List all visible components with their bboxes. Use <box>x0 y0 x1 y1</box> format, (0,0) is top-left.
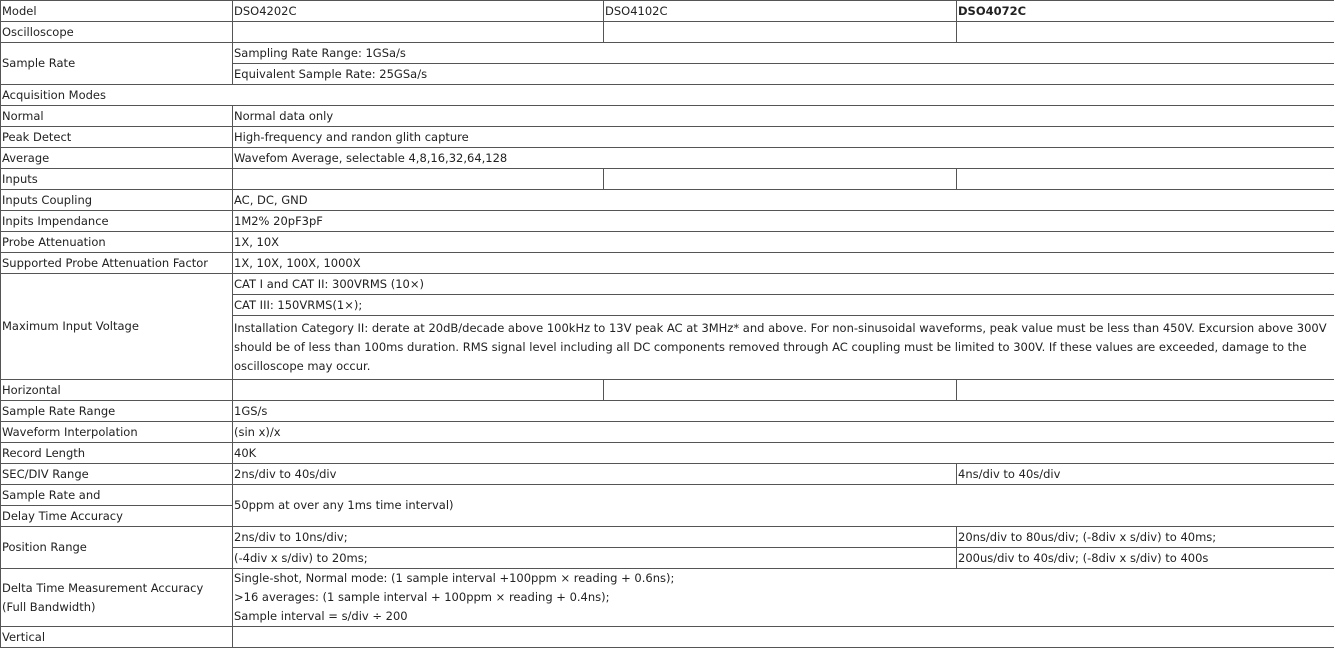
delta-single-shot: Single-shot, Normal mode: (1 sample interval +100ppm × reading + 0.6ns); <box>234 571 675 585</box>
row-probe-factor <box>1 253 1334 274</box>
model-dso4072c: DSO4072C <box>957 1 1334 22</box>
label-delta-time-line2: (Full Bandwidth) <box>2 599 96 614</box>
row-sample-rate-1 <box>1 43 1334 64</box>
value-record-length: 40K <box>233 443 1334 464</box>
value-probe-factor: 1X, 10X, 100X, 1000X <box>233 253 1334 274</box>
section-horizontal: Horizontal <box>1 380 233 401</box>
empty-cell <box>604 380 957 401</box>
row-acquisition <box>1 85 1334 106</box>
label-position-range: Position Range <box>1 527 233 569</box>
value-waveform-interpolation: (sin x)/x <box>233 422 1334 443</box>
max-voltage-note: Installation Category II: derate at 20dB/decade above 100kHz to 13V peak AC at 3MHz* and above. For non-sinusoidal waveforms, peak value must be less than 450V. Excursion above 300V should be of less than 100ms duration. RMS signal level including all DC components removed through AC coupling must be limited to 300V. If these values are exceeded, damage to the oscilloscope may occur. <box>233 316 1334 380</box>
empty-cell <box>233 22 604 43</box>
value-sample-rate-range: 1GS/s <box>233 401 1334 422</box>
row-model <box>1 1 1334 22</box>
empty-cell <box>604 169 957 190</box>
empty-cell <box>957 169 1334 190</box>
label-delta-time <box>1 569 233 627</box>
row-average <box>1 148 1334 169</box>
section-acquisition-modes: Acquisition Modes <box>1 85 1334 106</box>
row-position-1 <box>1 527 1334 548</box>
label-model: Model <box>1 1 233 22</box>
row-max-voltage-1 <box>1 274 1334 295</box>
value-position-b1: 20ns/div to 80us/div; (-8div x s/div) to 40ms; <box>957 527 1334 548</box>
value-average: Wavefom Average, selectable 4,8,16,32,64,128 <box>233 148 1334 169</box>
equivalent-sample-rate: Equivalent Sample Rate: 25GSa/s <box>233 64 1334 85</box>
value-inputs-coupling: AC, DC, GND <box>233 190 1334 211</box>
label-secdiv: SEC/DIV Range <box>1 464 233 485</box>
model-dso4102c: DSO4102C <box>604 1 957 22</box>
value-sr-accuracy: 50ppm at over any 1ms time interval) <box>233 485 1334 527</box>
empty-cell <box>233 169 604 190</box>
section-vertical: Vertical <box>1 627 233 648</box>
value-probe-attenuation: 1X, 10X <box>233 232 1334 253</box>
label-probe-factor: Supported Probe Attenuation Factor <box>1 253 233 274</box>
label-max-input-voltage: Maximum Input Voltage <box>1 274 233 380</box>
delta-sample-interval: Sample interval = s/div ÷ 200 <box>234 609 408 623</box>
section-oscilloscope: Oscilloscope <box>1 22 233 43</box>
label-sample-rate: Sample Rate <box>1 43 233 85</box>
label-sr-accuracy-2: Delay Time Accuracy <box>1 506 233 527</box>
label-average: Average <box>1 148 233 169</box>
max-voltage-cat3: CAT III: 150VRMS(1×); <box>233 295 1334 316</box>
value-normal: Normal data only <box>233 106 1334 127</box>
value-impedance: 1M2% 20pF3pF <box>233 211 1334 232</box>
label-inputs-coupling: Inputs Coupling <box>1 190 233 211</box>
row-waveform-interpolation <box>1 422 1334 443</box>
label-peak-detect: Peak Detect <box>1 127 233 148</box>
row-peak-detect <box>1 127 1334 148</box>
row-impedance <box>1 211 1334 232</box>
max-voltage-cat12: CAT I and CAT II: 300VRMS (10×) <box>233 274 1334 295</box>
row-delta <box>1 569 1334 627</box>
value-position-b2: 200us/div to 40s/div; (-8div x s/div) to 400s <box>957 548 1334 569</box>
value-secdiv-others: 4ns/div to 40s/div <box>957 464 1334 485</box>
row-probe-attenuation <box>1 232 1334 253</box>
label-normal: Normal <box>1 106 233 127</box>
row-record-length <box>1 443 1334 464</box>
empty-cell <box>957 22 1334 43</box>
row-oscilloscope <box>1 22 1334 43</box>
sampling-rate-range: Sampling Rate Range: 1GSa/s <box>233 43 1334 64</box>
value-peak-detect: High-frequency and randon glith capture <box>233 127 1334 148</box>
model-dso4202c: DSO4202C <box>233 1 604 22</box>
label-record-length: Record Length <box>1 443 233 464</box>
row-vertical <box>1 627 1334 648</box>
row-sample-rate-range <box>1 401 1334 422</box>
row-sr-accuracy-1 <box>1 485 1334 506</box>
empty-cell <box>604 22 957 43</box>
empty-cell <box>233 380 604 401</box>
row-horizontal <box>1 380 1334 401</box>
row-inputs <box>1 169 1334 190</box>
row-secdiv <box>1 464 1334 485</box>
section-inputs: Inputs <box>1 169 233 190</box>
label-probe-attenuation: Probe Attenuation <box>1 232 233 253</box>
label-sr-accuracy-1: Sample Rate and <box>1 485 233 506</box>
label-impedance: Inpits Impendance <box>1 211 233 232</box>
empty-cell <box>957 380 1334 401</box>
row-inputs-coupling <box>1 190 1334 211</box>
value-secdiv-dso4202c: 2ns/div to 40s/div <box>233 464 957 485</box>
delta-averages: >16 averages: (1 sample interval + 100ppm × reading + 0.4ns); <box>234 590 610 604</box>
label-sample-rate-range: Sample Rate Range <box>1 401 233 422</box>
label-waveform-interpolation: Waveform Interpolation <box>1 422 233 443</box>
value-position-a1: 2ns/div to 10ns/div; <box>233 527 957 548</box>
row-normal <box>1 106 1334 127</box>
empty-cell <box>233 627 1334 648</box>
value-delta-time <box>233 569 1334 627</box>
label-delta-time-line1: Delta Time Measurement Accuracy <box>2 580 204 595</box>
value-position-a2: (-4div x s/div) to 20ms; <box>233 548 957 569</box>
